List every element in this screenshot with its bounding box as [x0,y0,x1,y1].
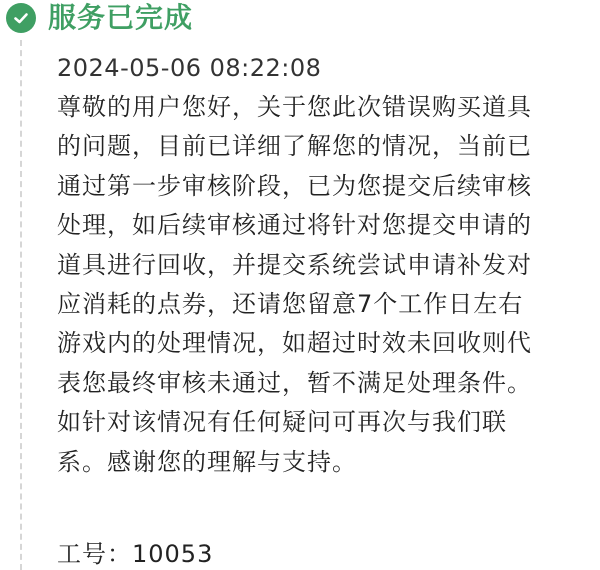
message-line: 系。感谢您的理解与支持。 [57,447,357,476]
reply-content [57,50,587,482]
message-line: 道具进行回收，并提交系统尝试申请补发对 [57,250,532,279]
reply-timestamp: 2024-05-06 08:22:08 [57,54,322,82]
message-line: 的问题，目前已详细了解您的情况，当前已 [57,132,532,161]
checkmark-icon [12,9,30,27]
reply-message [57,88,587,482]
message-line: 处理，如后续审核通过将针对您提交申请的 [57,211,532,240]
status-header [6,0,193,36]
check-circle-icon [6,3,36,33]
message-line: 通过第一步审核阶段，已为您提交后续审核 [57,171,532,200]
message-line: 如针对该情况有任何疑问可再次与我们联 [57,408,507,437]
status-title: 服务已完成 [48,1,194,34]
message-line: 表您最终审核未通过，暂不满足处理条件。 [57,368,532,397]
message-line: 尊敬的用户您好，关于您此次错误购买道具 [57,93,532,121]
message-line: 游戏内的处理情况，如超过时效未回收则代 [57,329,532,358]
timeline-divider [20,40,22,570]
employee-id: 工号：10053 [57,540,214,568]
message-line: 应消耗的点券，还请您留意7个工作日左右 [57,289,524,318]
